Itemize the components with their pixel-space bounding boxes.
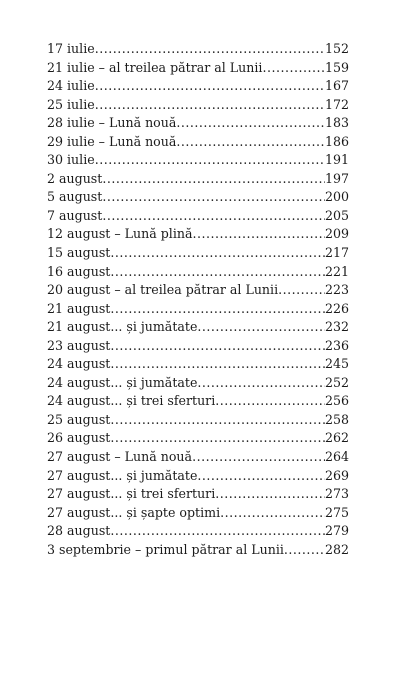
toc-entry-title: 28 august (47, 523, 111, 539)
toc-entry (47, 226, 349, 245)
toc-entry-page-number: 191 (324, 152, 349, 168)
toc-entry-page-number: 275 (324, 504, 349, 520)
dot-leader (192, 449, 325, 464)
toc-entry-page-number: 264 (324, 449, 349, 465)
toc-entry-page-number: 282 (324, 541, 349, 557)
dot-leader (197, 375, 325, 390)
toc-entry-title: 7 august (47, 207, 103, 223)
toc-entry (47, 282, 349, 301)
toc-entry-page-number: 256 (324, 393, 349, 409)
dot-leader (278, 282, 325, 297)
toc-entry (47, 115, 349, 134)
toc-entry-page-number: 223 (324, 282, 349, 298)
toc-entry (47, 505, 349, 524)
dot-leader (192, 226, 324, 241)
dot-leader (95, 97, 325, 112)
dot-leader (95, 41, 325, 56)
toc-entry-title: 15 august (47, 245, 111, 261)
toc-entry (47, 468, 349, 487)
toc-entry (47, 134, 349, 153)
toc-entry-title: 24 august... și trei sferturi (47, 393, 216, 409)
dot-leader (102, 208, 325, 223)
toc-entry-page-number: 236 (324, 337, 349, 353)
toc-entry (47, 301, 349, 320)
toc-entry-page-number: 245 (324, 356, 349, 372)
toc-entry-title: 24 august... și jumătate (47, 374, 198, 390)
dot-leader (262, 60, 325, 75)
toc-entry (47, 542, 349, 561)
toc-entry-title: 3 septembrie – primul pătrar al Lunii (47, 541, 284, 557)
dot-leader (95, 78, 325, 93)
toc-entry-page-number: 167 (324, 78, 349, 94)
toc-entry-title: 5 august (47, 189, 103, 205)
toc-entry-page-number: 252 (324, 374, 349, 390)
toc-entry-title: 20 august – al treilea pătrar al Lunii (47, 282, 279, 298)
toc-entry-title: 24 august (47, 356, 111, 372)
dot-leader (197, 468, 325, 483)
dot-leader (110, 338, 325, 353)
toc-entry-title: 24 iulie (47, 78, 95, 94)
dot-leader (110, 245, 325, 260)
toc-entry (47, 412, 349, 431)
toc-entry (47, 523, 349, 542)
toc-entry-title: 27 august – Lună nouă (47, 449, 193, 465)
toc-entry-page-number: 152 (324, 41, 349, 56)
toc-entry (47, 189, 349, 208)
toc-entry (47, 264, 349, 283)
toc-entry-page-number: 186 (324, 133, 349, 149)
dot-leader (110, 412, 325, 427)
toc-entry-page-number: 221 (324, 263, 349, 279)
toc-entry-page-number: 232 (324, 319, 349, 335)
toc-entry (47, 486, 349, 505)
toc-entry (47, 78, 349, 97)
toc-entry (47, 338, 349, 357)
toc-entry-page-number: 262 (324, 430, 349, 446)
toc-entry-title: 21 august... și jumătate (47, 319, 198, 335)
toc-entry-title: 26 august (47, 430, 111, 446)
toc-entry-title: 2 august (47, 170, 103, 186)
dot-leader (176, 134, 325, 149)
dot-leader (95, 152, 325, 167)
toc-entry-title: 28 iulie – Lună nouă (47, 115, 177, 131)
toc-entry-page-number: 205 (324, 207, 349, 223)
toc-entry-page-number: 273 (324, 486, 349, 502)
toc-entry (47, 393, 349, 412)
dot-leader (110, 356, 325, 371)
toc-entry-title: 25 iulie (47, 96, 95, 112)
toc-entry-title: 27 august... și jumătate (47, 467, 198, 483)
toc-entry-title: 21 iulie – al treilea pătrar al Lunii (47, 59, 263, 75)
toc-entry (47, 60, 349, 79)
toc-entry-title: 30 iulie (47, 152, 95, 168)
toc-entry (47, 375, 349, 394)
toc-entry-title: 29 iulie – Lună nouă (47, 133, 177, 149)
toc-entry-page-number: 209 (324, 226, 349, 242)
toc-entry (47, 319, 349, 338)
toc-entry-page-number: 226 (324, 300, 349, 316)
toc-entry-title: 21 august (47, 300, 111, 316)
toc-entry (47, 97, 349, 116)
toc-entry-page-number: 279 (324, 523, 349, 539)
toc-entry (47, 430, 349, 449)
dot-leader (176, 115, 325, 130)
toc-entry-page-number: 172 (324, 96, 349, 112)
toc-entry-page-number: 269 (324, 467, 349, 483)
dot-leader (110, 264, 325, 279)
toc-entry-title: 27 august... și trei sferturi (47, 486, 216, 502)
toc-entry-title: 17 iulie (47, 41, 95, 56)
toc-entry-page-number: 217 (324, 245, 349, 261)
dot-leader (102, 171, 325, 186)
toc-entry-title: 27 august... și șapte optimi (47, 504, 221, 520)
dot-leader (110, 430, 325, 445)
toc-entry-title: 16 august (47, 263, 111, 279)
toc-entry-title: 25 august (47, 411, 111, 427)
toc-entry-page-number: 200 (324, 189, 349, 205)
dot-leader (110, 523, 325, 538)
toc-entry (47, 208, 349, 227)
toc-entry (47, 41, 349, 60)
dot-leader (284, 542, 325, 557)
toc-entry-title: 12 august – Lună plină (47, 226, 193, 242)
toc-entry (47, 449, 349, 468)
toc-entry (47, 356, 349, 375)
dot-leader (215, 486, 325, 501)
dot-leader (110, 301, 325, 316)
dot-leader (220, 505, 325, 520)
dot-leader (102, 189, 325, 204)
toc-entry (47, 152, 349, 171)
dot-leader (215, 393, 325, 408)
dot-leader (197, 319, 325, 334)
toc-entry-page-number: 183 (324, 115, 349, 131)
toc-entry-page-number: 159 (324, 59, 349, 75)
toc-entry (47, 245, 349, 264)
toc-entry (47, 171, 349, 190)
toc-entry-page-number: 258 (324, 411, 349, 427)
table-of-contents (47, 41, 349, 560)
toc-entry-title: 23 august (47, 337, 111, 353)
toc-entry-page-number: 197 (324, 170, 349, 186)
